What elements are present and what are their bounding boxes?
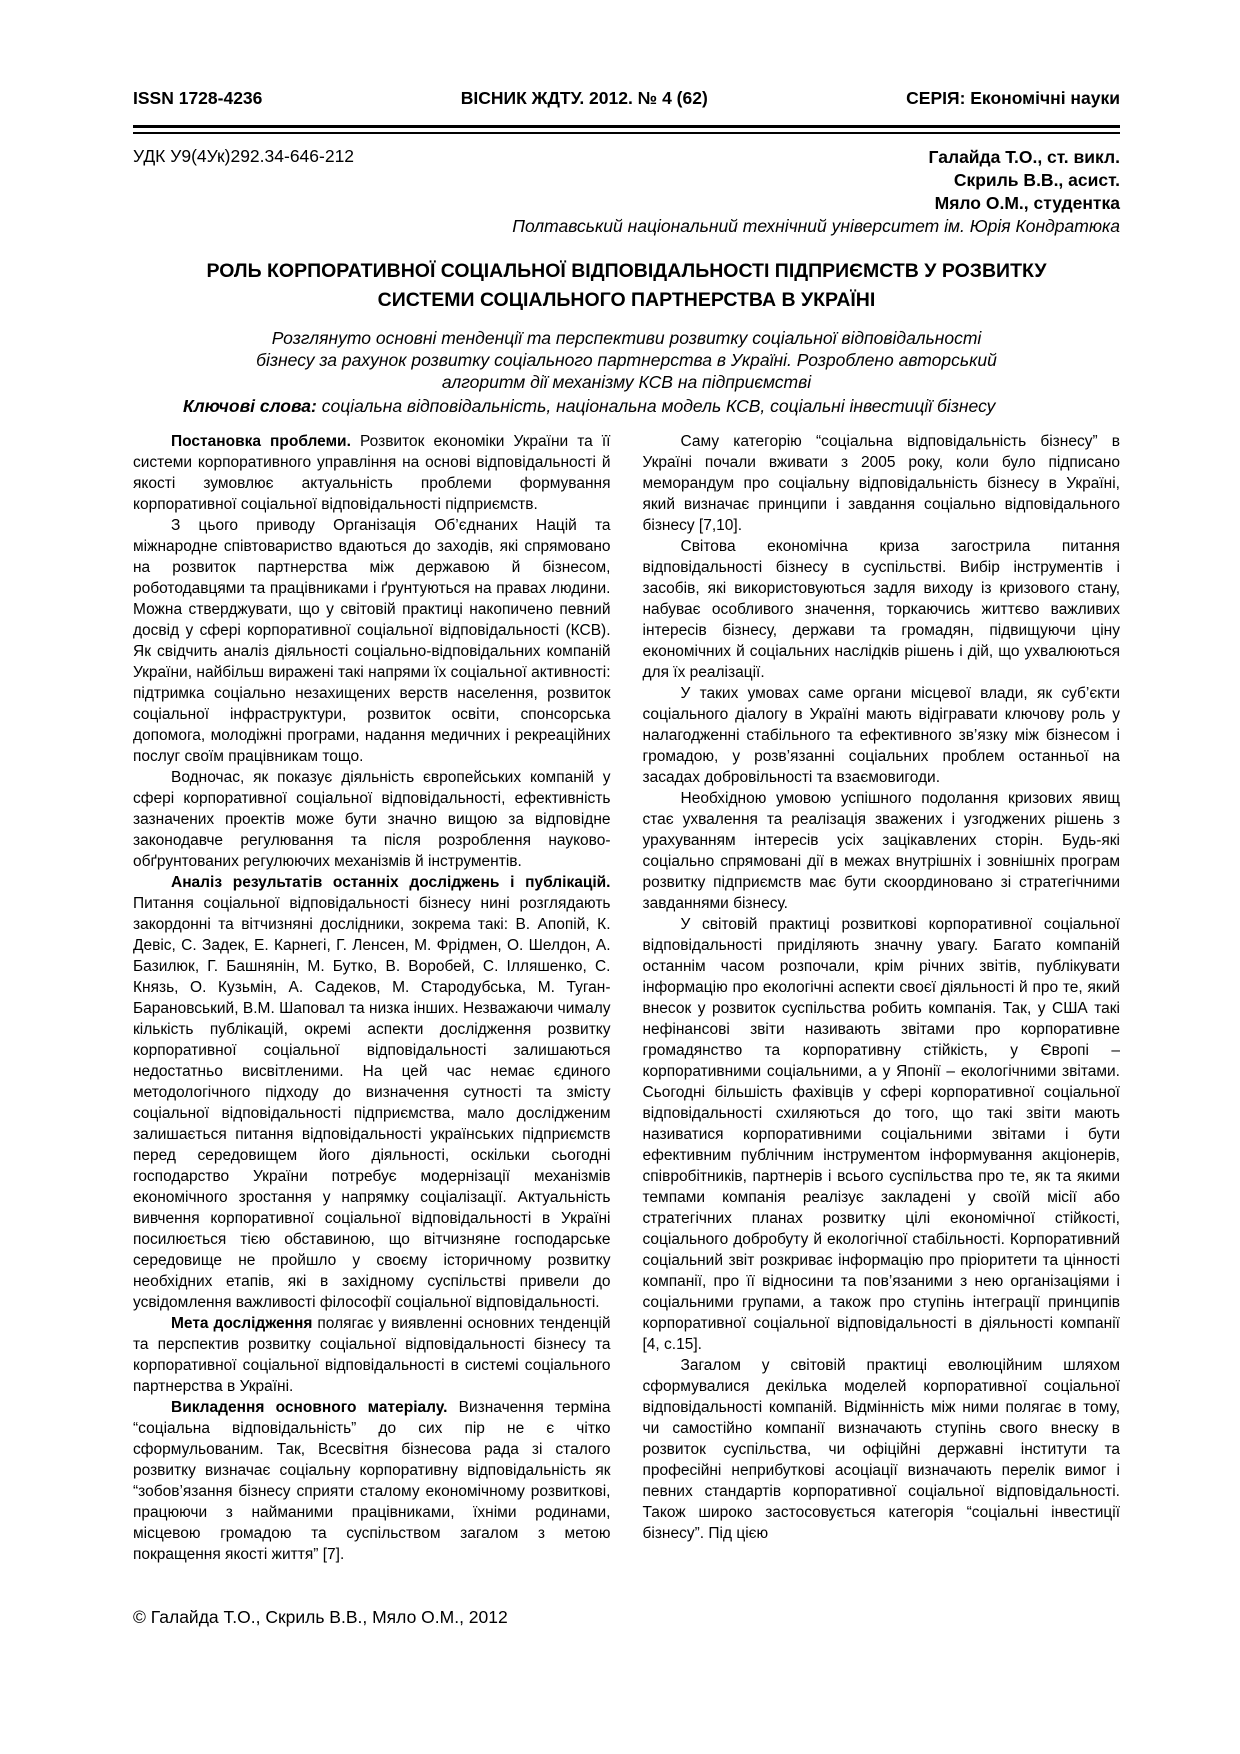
author-line: Мяло О.М., студентка	[934, 193, 1120, 213]
paragraph: Мета дослідження полягає у виявленні основних тенденцій та перспектив розвитку соціальної відповідальності бізнесу та корпоративної соціальної відповідальності в системі соціального партнерства в Україні.	[133, 1315, 611, 1395]
article-title-line: СИСТЕМИ СОЦІАЛЬНОГО ПАРТНЕРСТВА В УКРАЇНІ	[377, 289, 876, 311]
series-label: СЕРІЯ: Економічні науки	[906, 88, 1120, 108]
abstract-line: Розглянуто основні тенденції та перспективи розвитку соціальної відповідальності	[271, 328, 982, 348]
affiliation: Полтавський національний технічний університет ім. Юрія Кондратюка	[512, 216, 1120, 236]
author-line: Галайда Т.О., ст. викл.	[928, 147, 1120, 167]
paragraph: Саму категорію “соціальна відповідальність бізнесу” в Україні почали вживати з 2005 року, коли було підписано меморандум про соціальну відповідальність бізнесу в Україні, який визначає принципи і завдання соціально відповідального бізнесу [7,10].	[642, 433, 1120, 534]
abstract-line: бізнесу за рахунок розвитку соціального партнерства в Україні. Розроблено авторський	[256, 350, 997, 370]
author-line: Скриль В.В., асист.	[953, 170, 1120, 190]
paragraph: Світова економічна криза загострила питання відповідальності бізнесу в суспільстві. Вибір інструментів і засобів, які використовуються задля виходу із кризового стану, набуває особливого значення, торкаючись життєво важливих інтересів бізнесу, держави та громадян, підвищуючи ціну економічних й соціальних наслідків рішень і дій, що ухвалюються для їх реалізації.	[642, 538, 1120, 681]
section-heading: Аналіз результатів останніх досліджень і публікацій.	[171, 874, 611, 891]
article-title-line: РОЛЬ КОРПОРАТИВНОЇ СОЦІАЛЬНОЇ ВІДПОВІДАЛЬНОСТІ ПІДПРИЄМСТВ У РОЗВИТКУ	[206, 260, 1047, 282]
page-header	[133, 0, 1120, 109]
article-title	[133, 257, 1120, 315]
paragraph: У таких умовах саме органи місцевої влади, як суб’єкти соціального діалогу в Україні мають відігравати ключову роль у налагодженні стабільного та ефективного зв’язку між бізнесом і громадою, у розв’язанні соціальних проблем останньої на засадах добровільності та взаємовигоди.	[642, 685, 1120, 786]
footer-copyright: © Галайда Т.О., Скриль В.В., Мяло О.М., 2012	[133, 1607, 508, 1627]
paragraph: Постановка проблеми. Розвиток економіки України та її системи корпоративного управління на основі відповідальності й якості зумовлює актуальність проблеми формування корпоративної соціальної відповідальності підприємств.	[133, 433, 611, 513]
meta-row	[133, 146, 1120, 215]
journal-title: ВІСНИК ЖДТУ. 2012. № 4 (62)	[460, 88, 708, 108]
issn: ISSN 1728-4236	[133, 88, 263, 108]
section-heading: Мета дослідження	[171, 1315, 313, 1332]
abstract	[133, 327, 1120, 393]
paragraph: Викладення основного матеріалу. Визначення терміна “соціальна відповідальність” до сих пір не є чітко сформульованим. Так, Всесвітня бізнесова рада зі сталого розвитку визначає соціальну корпоративну відповідальність як “зобов’язання бізнесу сприяти сталому економічному розвиткові, працюючи з найманими працівниками, їхніми родинами, місцевою громадою та суспільством загалом з метою покращення якості життя” [7].	[133, 1399, 611, 1563]
paragraph: У світовій практиці розвиткові корпоративної соціальної відповідальності приділяють значну увагу. Багато компаній останнім часом розпочали, крім річних звітів, публікувати інформацію про екологічні аспекти своєї діяльності й про те, який внесок у розвиток суспільства робить компанія. Так, у США такі нефінансові звіти називають звітами про корпоративне громадянство та корпоративну стійкість, у Європі – корпоративними соціальними, а у Японії – екологічними звітами. Сьогодні більшість фахівців у сфері корпоративної соціальної відповідальності схиляються до того, що такі звіти мають називатися корпоративними соціальними звітами і бути ефективним публічним інструментом інформування акціонерів, співробітників, партнерів і всього суспільства про те, як та якими темпами компанія реалізує закладені у своїй місії або стратегічних планах розвитку цілі економічної стійкості, соціального добробуту й екологічної стабільності. Корпоративний соціальний звіт розкриває інформацію про пріоритети та цінності компанії, про її відносини та пов’язаними з нею організаціями і соціальними групами, а також про ступінь інтеграції принципів корпоративної соціальної відповідальності в діяльності компанії [4, с.15].	[642, 916, 1120, 1353]
keywords-text: соціальна відповідальність, національна модель КСВ, соціальні інвестиції бізнесу	[321, 396, 996, 416]
section-heading: Викладення основного матеріалу.	[171, 1399, 448, 1416]
paragraph: Необхідною умовою успішного подолання кризових явищ стає ухвалення та реалізація зважених і узгоджених рішень з урахуванням інтересів усіх зацікавлених сторін. Будь-які соціально спрямовані дії в межах внутрішніх і зовнішніх програм розвитку підприємств має бути скоординовано зі стратегічними завданнями бізнесу.	[642, 790, 1120, 912]
paragraph: З цього приводу Організація Об’єднаних Націй та міжнародне співтовариство вдаються до заходів, які спрямовано на розвиток партнерства між державою й бізнесом, роботодавцями та працівниками і ґрунтуються на правах людини. Можна стверджувати, що у світовій практиці накопичено певний досвід у сфері корпоративної соціальної відповідальності (КСВ). Як свідчить аналіз діяльності соціально-відповідальних компаній України, найбільш виражені такі напрями їх соціальної активності: підтримка соціально незахищених верств населення, розвиток соціальної інфраструктури, розвиток освіти, спонсорська допомога, молодіжні програми, надання медичних і рекреаційних послуг своїм працівникам тощо.	[133, 517, 611, 765]
abstract-line: алгоритм дії механізму КСВ на підприємстві	[441, 372, 812, 392]
keywords-label: Ключові слова:	[183, 396, 317, 416]
paragraph: Водночас, як показує діяльність європейських компаній у сфері корпоративної соціальної відповідальності, ефективність зазначених проектів може бути значно вищою за відповідне законодавче регулювання та після розроблення науково-обґрунтованих регулюючих механізмів й інструментів.	[133, 769, 611, 870]
authors-block	[929, 146, 1120, 215]
section-heading: Постановка проблеми.	[171, 433, 351, 450]
paragraph: Аналіз результатів останніх досліджень і публікацій. Питання соціальної відповідальності бізнесу нині розглядають закордонні та вітчизняні дослідники, зокрема такі: В. Апопій, К. Девіс, С. Задек, Е. Карнегі, Г. Ленсен, М. Фрідмен, О. Шелдон, А. Базилюк, Г. Башнянін, М. Бутко, В. Воробей, С. Ілляшенко, С. Князь, О. Кузьмін, А. Садеков, М. Стародубська, М. Туган-Барановський, В.М. Шаповал та низка інших. Незважаючи чималу кількість публікацій, окремі аспекти дослідження розвитку корпоративної соціальної відповідальності залишаються недостатньо висвітленими. На цей час немає єдиного методологічного підходу до визначення сутності та змісту соціальної відповідальності підприємства, мало дослідженим залишається питання відповідальності українських підприємств перед середовищем його діяльності, оскільки сьогодні господарство України потребує модернізації механізмів економічного зростання у напрямку соціалізації. Актуальність вивчення корпоративної соціальної відповідальності в Україні посилюється тією обставиною, що вітчизняне господарське середовище не пройшло у своєму історичному розвитку необхідних етапів, які в західному суспільстві привели до усвідомлення важливості філософії соціальної відповідальності.	[133, 874, 611, 1311]
header-divider	[133, 125, 1120, 134]
column-left	[133, 431, 611, 1565]
body-columns	[133, 431, 1120, 1565]
udc-code: УДК У9(4Ук)292.34-646-212	[133, 146, 355, 166]
column-right	[643, 431, 1121, 1565]
paragraph: Загалом у світовій практиці еволюційним шляхом сформувалися декілька моделей корпоративної соціальної відповідальності компаній. Відмінність між ними полягає в тому, чи самостійно компанії визначають ступінь свого внеску в розвиток суспільства, чи офіційні державні інститути та професійні неприбуткові асоціації визначають перелік вимог і певних стандартів корпоративної соціальної відповідальності. Також широко застосовується категорія “соціальні інвестиції бізнесу”. Під цією	[642, 1357, 1120, 1542]
keywords	[133, 395, 1120, 417]
